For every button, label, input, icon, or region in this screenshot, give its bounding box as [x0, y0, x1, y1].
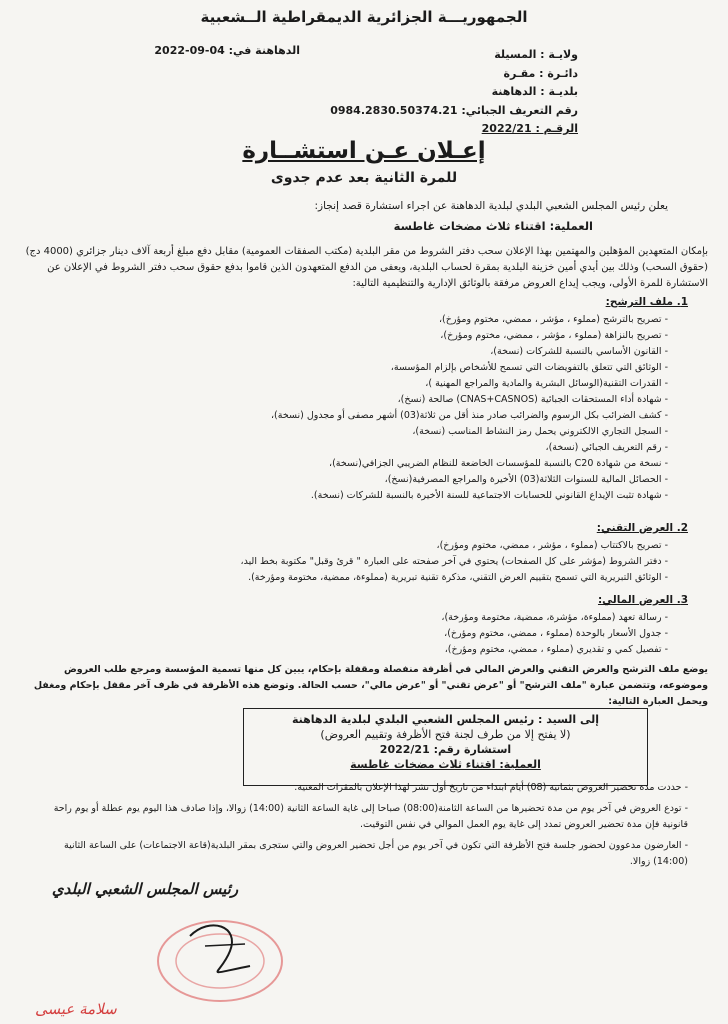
list-item: - السجل التجاري الالكتروني يحمل رمز النشاط المناسب (نسخة)،	[108, 424, 668, 440]
candidacy-list	[108, 312, 668, 504]
list-item: - القدرات التقنية(الوسائل البشرية والمادية والمراجع المهنية )،	[108, 376, 668, 392]
list-item: - نسخة من شهادة C20 بالنسبة للمؤسسات الخاضعة للنظام الضريبي الجزافي(نسخة)،	[108, 456, 668, 472]
list-item: - تصريح بالترشح (مملوء ، مؤشر ، ممضي، مختوم ومؤرخ)،	[108, 312, 668, 328]
admin-block	[330, 46, 578, 139]
technical-list	[108, 538, 668, 586]
financial-list	[108, 610, 668, 658]
notes-list	[28, 780, 688, 875]
envelope-label-box	[243, 708, 648, 786]
list-item: - شهادة تثبت الإيداع القانوني للحسابات الاجتماعية للسنة الأخيرة بالنسبة للشركات (نسخة).	[108, 488, 668, 504]
list-item: - العارضون مدعوون لحضور جلسة فتح الأظرفة التي تكون في آخر يوم من أجل تحضير العروض والتي ستجرى بمقر البلدية(قاعة الاجتماعات) على الساعة الثانية (14:00) زوالا.	[28, 838, 688, 870]
announcement-title: إعـلان عـن استشــارة	[242, 138, 486, 164]
operation-line: العملية: اقتناء ثلاث مضخات غاطسة	[393, 219, 593, 233]
date-line: الدهاهنة في: 04-09-2022	[154, 44, 300, 57]
baladiya-line: بلديـة : الدهاهنة	[491, 85, 578, 98]
list-item: - الحصائل المالية للسنوات الثلاثة(03) الأخيرة والمراجع المصرفية(نسخ)،	[108, 472, 668, 488]
list-item: - دفتر الشروط (مؤشر على كل الصفحات) يحتوي في آخر صفحته على العبارة " قرئ وقبل" مكتوبة بخط اليد،	[108, 554, 668, 570]
section-financial-title: 3. العرض المالي:	[597, 594, 688, 606]
section-technical-title: 2. العرض التقني:	[596, 522, 688, 534]
list-item: - تصريح بالنزاهة (مملوء ، مؤشر ، ممضي، مختوم ومؤرخ)،	[108, 328, 668, 344]
box-line-number: استشارة رقم: 2022/21	[379, 743, 512, 756]
official-stamp-icon	[150, 906, 290, 1006]
list-item: - رقم التعريف الجبائي (نسخة)،	[108, 440, 668, 456]
list-item: - الوثائق التي تتعلق بالتفويضات التي تسمح للأشخاص بإلزام المؤسسة،	[108, 360, 668, 376]
list-item: - رسالة تعهد (مملوءة، مؤشرة، ممضية، مختومة ومؤرخة)،	[108, 610, 668, 626]
list-item: - الوثائق التبريرية التي تسمح بتقييم العرض التقني، مذكرة تقنية تبريرية (مملوءة، ممضية، مختومة ومؤرخة).	[108, 570, 668, 586]
signatory-name: سلامة عيسى	[35, 1000, 117, 1018]
intro-text: يعلن رئيس المجلس الشعبي البلدي لبلدية الدهاهنة عن اجراء استشارة قصد إنجاز:	[314, 200, 668, 212]
daira-line: دائـرة : مقـرة	[503, 66, 578, 80]
list-item: - حددت مدة تحضير العروض بثمانية (08) أيام ابتداء من تاريخ أول نشر لهذا الإعلان بالمقرات المعنية.	[28, 780, 688, 796]
box-line-notice: (لا يفتح إلا من طرف لجنة فتح الأظرفة وتقييم العروض)	[320, 728, 571, 741]
list-item: - تفصيل كمي و تقديري (مملوء ، ممضي، مختوم ومؤرخ)،	[108, 642, 668, 658]
list-item: - كشف الضرائب بكل الرسوم والضرائب صادر منذ أقل من ثلاثة(03) أشهر مصفى أو مجدول (نسخة)،	[108, 408, 668, 424]
list-item: - تودع العروض في آخر يوم من مدة تحضيرها من الساعة الثامنة(08:00) صباحا إلى غاية الساعة الثانية (14:00) زوالا، وإذا صادف هذا اليوم يوم عطلة أو يوم راحة قانونية فإن مدة تحضير العروض تمدد إلى غاية يوم العمل الموالي في نفس التوقيت.	[28, 801, 688, 833]
wilaya-line: ولايـة : المسيلة	[494, 48, 578, 61]
box-line-recipient: إلى السيد : رئيس المجلس الشعبي البلدي لبلدية الدهاهنة	[291, 713, 600, 726]
conditions-paragraph: بإمكان المتعهدين المؤهلين والمهتمين بهذا الإعلان سحب دفتر الشروط من مقر البلدية (مكتب الصفقات العمومية) مقابل دفع مبلغ أربعة آلاف دينار جزائري (4000 دج) (حقوق السحب) وذلك بين أيدي أمين خزينة البلدية بمقرة لحساب البلدية، ويعفى من الدفع المتعهدون الذين قاموا بدفع حقوق سحب دفتر الشروط في الإعلان عن الاستشارة للمرة الأولى، ويجب إيداع العروض مرفقة بالوثائق الإدارية والتنظيمية التالية:	[25, 246, 708, 289]
signatory-title: رئيس المجلس الشعبي البلدي	[51, 880, 239, 898]
tax-id-line: رقم التعريف الجبائي: 0984.2830.50374.21	[330, 103, 578, 117]
envelope-instructions: يوضع ملف الترشح والعرض التقني والعرض المالي في أظرفة منفصلة ومقفلة بإحكام، يبين كل منها تسمية المؤسسة ومرجع طلب العروض وموضوعه، وتتضمن عبارة "ملف الترشح" أو "عرض تقني" أو "عرض مالي"، حسب الحالة. وتوضع هذه الأظرفة في ظرف آخر مقفل بإحكام ومغفل ويحمل العبارة التالية:	[33, 664, 708, 707]
reference-number: الرقـم : 2022/21	[481, 122, 578, 135]
republic-header: الجمهوريـــة الجزائرية الديمقراطية الــشعبية	[200, 8, 528, 26]
list-item: - جدول الأسعار بالوحدة (مملوء ، ممضي، مختوم ومؤرخ)،	[108, 626, 668, 642]
section-candidacy-title: 1. ملف الترشح:	[605, 296, 688, 308]
list-item: - القانون الأساسي بالنسبة للشركات (نسخة)،	[108, 344, 668, 360]
list-item: - تصريح بالاكتتاب (مملوء ، مؤشر ، ممضي، مختوم ومؤرخ)،	[108, 538, 668, 554]
box-line-operation: العملية: اقتناء ثلاث مضخات غاطسة	[350, 758, 541, 771]
announcement-subtitle: للمرة الثانية بعد عدم جدوى	[270, 170, 458, 186]
list-item: - شهادة أداء المستحقات الجبائية (CNAS+CASNOS) صالحة (نسخ)،	[108, 392, 668, 408]
